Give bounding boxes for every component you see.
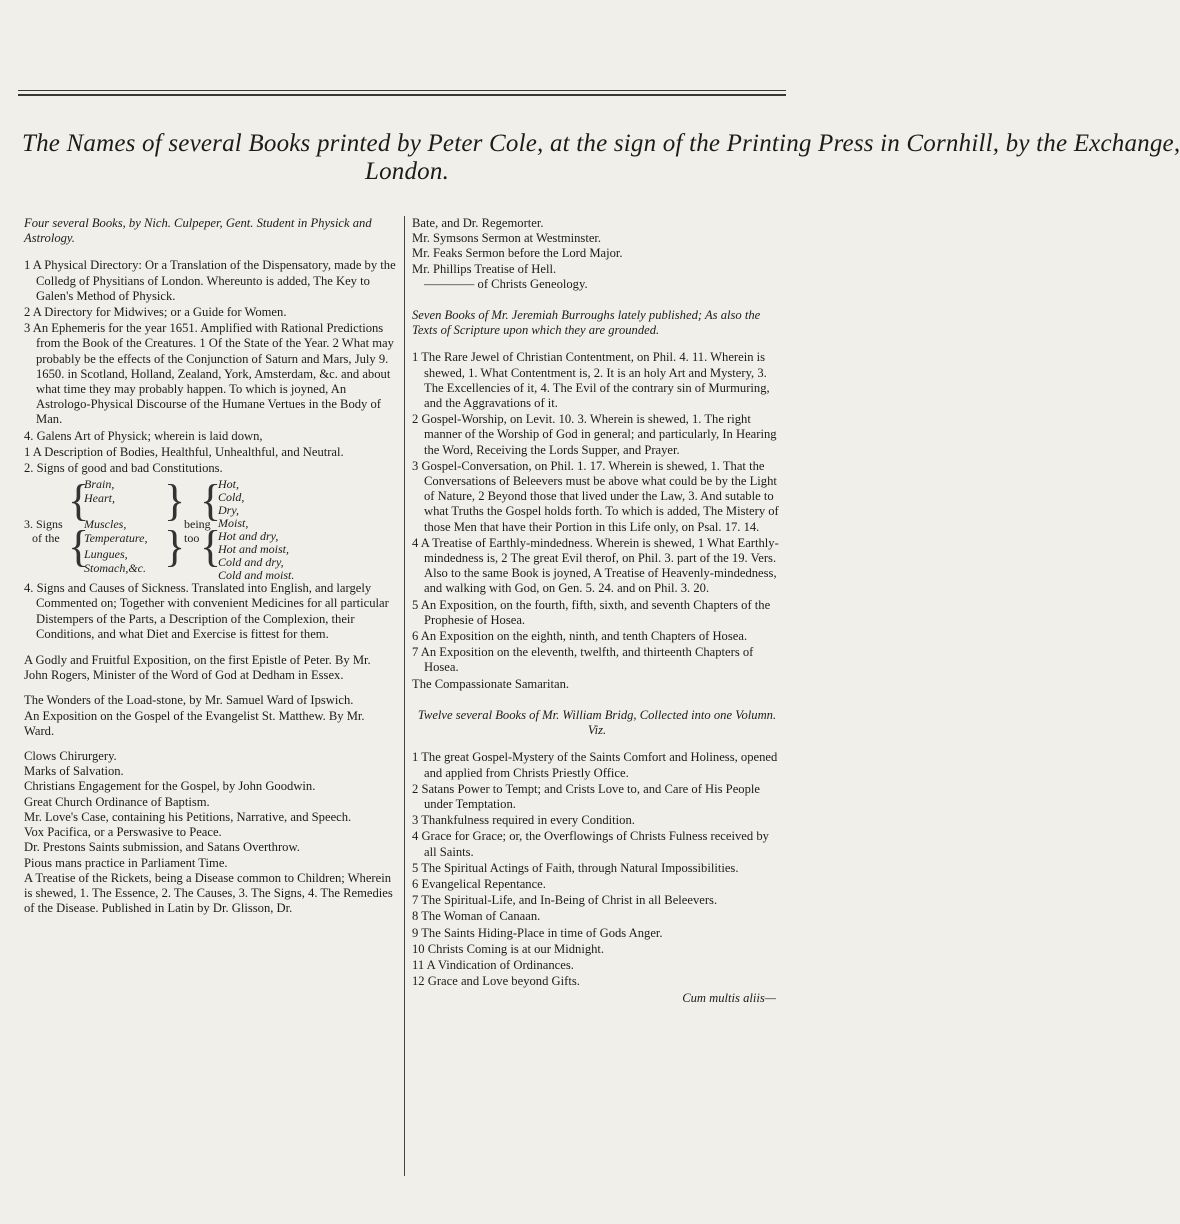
signs-quality: Moist, — [218, 516, 249, 531]
signs-part: Muscles, — [84, 517, 127, 532]
list-item: ———— of Christs Geneology. — [424, 276, 588, 291]
right-column — [412, 216, 782, 1007]
signs-part: Lungues, — [84, 547, 128, 562]
loadstone-entry: The Wonders of the Load-stone, by Mr. Samuel Ward of Ipswich. — [24, 693, 354, 708]
list-item: Bate, and Dr. Regemorter. — [412, 216, 544, 230]
signs-part: Temperature, — [84, 531, 148, 546]
right-brace: } — [164, 476, 186, 526]
book-entry: 2 Satans Power to Tempt; and Crists Love to, and Care of His People under Temptation. — [412, 781, 760, 811]
catchword: Cum multis aliis— — [682, 991, 776, 1006]
title-line-1: The Names of several Books printed by Peter Cole, at the sign of the Printing Press in Cornhill, by the Exchange, — [22, 130, 1180, 157]
book-entry: 7 The Spiritual-Life, and In-Being of Christ in all Beleevers. — [412, 893, 718, 908]
signs-quality: Cold, — [218, 490, 245, 505]
signs-quality: Cold and dry, — [218, 555, 284, 570]
book-entry: 6 Evangelical Repentance. — [412, 876, 546, 891]
list-item: Marks of Salvation. — [24, 764, 124, 779]
title-line-2: London. — [364, 157, 450, 185]
signs-being: being — [184, 517, 211, 532]
book-entry: 5 The Spiritual Actings of Faith, through Natural Impossibilities. — [412, 860, 739, 875]
signs-quality: Hot and dry, — [218, 529, 279, 544]
list-item: Christians Engagement for the Gospel, by John Goodwin. — [24, 779, 316, 794]
book-entry: 8 The Woman of Canaan. — [412, 909, 541, 924]
book-subentry: 1 A Description of Bodies, Healthful, Unhealthful, and Neutral. — [24, 444, 344, 459]
top-double-rule — [18, 94, 786, 96]
signs-part: Brain, — [84, 477, 115, 492]
signs-too: too — [184, 531, 200, 546]
signs-quality: Hot, — [218, 477, 239, 492]
book-subentry: 4. Signs and Causes of Sickness. Translated into English, and largely Commented on; Together with convenient Medicines for all particular Distempers of the Parts, a Description of the Complexion, their Conditions, and what Diet and Exercise is fittest for them. — [24, 581, 389, 641]
matthew-entry: An Exposition on the Gospel of the Evangelist St. Matthew. By Mr. Ward. — [24, 708, 365, 738]
book-subentry: 2. Signs of good and bad Constitutions. — [24, 461, 223, 476]
quality-brace: { — [200, 476, 222, 526]
book-entry: 4. Galens Art of Physick; wherein is laid down, — [24, 428, 263, 443]
list-item: Dr. Prestons Saints submission, and Satans Overthrow. — [24, 840, 300, 855]
signs-quality: Hot and moist, — [218, 542, 290, 557]
list-item: Vox Pacifica, or a Perswasive to Peace. — [24, 825, 222, 840]
book-entry: 1 The Rare Jewel of Christian Contentment, on Phil. 4. 11. Wherein is shewed, 1. What Contentment is, 2. It is an holy Art and Mystery, 3. The Excellencies of it, 4. The Evil of the contrary sin of Murmuring, and the Aggravations of it. — [412, 350, 770, 411]
book-entry: 5 An Exposition, on the fourth, fifth, sixth, and seventh Chapters of the Prophesie of Hosea. — [412, 597, 771, 627]
list-item: Great Church Ordinance of Baptism. — [24, 794, 210, 809]
column-divider — [404, 216, 405, 1176]
book-entry: 3 Thankfulness required in every Condition. — [412, 813, 635, 828]
book-entry: 1 The great Gospel-Mystery of the Saints Comfort and Holiness, opened and applied from Christs Priestly Office. — [412, 750, 778, 780]
bridg-heading: Twelve several Books of Mr. William Bridg, Collected into one Volumn. Viz. — [417, 707, 777, 738]
book-entry: 2 Gospel-Worship, on Levit. 10. 3. Wherein is shewed, 1. The right manner of the Worship of God in general; and particularly, In Hearing the Word, Receiving the Lords Supper, and Prayer. — [412, 412, 777, 457]
left-brace: { — [68, 476, 90, 526]
signs-table — [24, 477, 396, 581]
top-rule — [18, 90, 786, 91]
list-item: Pious mans practice in Parliament Time. — [24, 855, 228, 870]
samaritan-entry: The Compassionate Samaritan. — [412, 676, 570, 691]
left-column — [24, 216, 396, 916]
book-entry: 11 A Vindication of Ordinances. — [412, 957, 574, 972]
book-entry: 4 A Treatise of Earthly-mindedness. Wherein is shewed, 1 What Earthly-mindedness is, 2 The great Evil therof, on Phil. 3. part of the 19. Vers. Also to the same Book is joyned, A Treatise of Heavenly-mindedness, and walking with God, on Gen. 5. 24. and on Phil. 3. 20. — [412, 535, 779, 596]
list-item: Mr. Feaks Sermon before the Lord Major. — [412, 246, 623, 261]
list-item: A Treatise of the Rickets, being a Disease common to Children; Wherein is shewed, 1. The Essence, 2. The Causes, 3. The Signs, 4. The Remedies of the Disease. Published in Latin by Dr. Glisson, Dr. — [24, 870, 393, 916]
signs-part: Heart, — [84, 491, 115, 506]
book-entry: 3 Gospel-Conversation, on Phil. 1. 17. Wherein is shewed, 1. That the Conversations of Beleevers must be above what could be by the Light of Nature, 2 Beyond those that lived under the Law, 3. And sutable to what Truths the Gospel holds forth. To which is added, The Mistery of those Men that have their Portion in this Life only, on Psal. 17. 14. — [412, 458, 779, 534]
quality-brace: { — [200, 522, 222, 572]
book-entry: 4 Grace for Grace; or, the Overflowings of Christs Fulness received by all Saints. — [412, 829, 769, 859]
signs-part: Stomach,&c. — [84, 561, 146, 576]
book-entry: 12 Grace and Love beyond Gifts. — [412, 974, 580, 989]
signs-label: 3. Signs — [24, 517, 63, 532]
left-brace: { — [68, 522, 90, 572]
book-entry: 1 A Physical Directory: Or a Translation of the Dispensatory, made by the Colledg of Physitians of London. Whereunto is added, The Key to Galen's Method of Physick. — [24, 258, 396, 303]
list-item: Mr. Love's Case, containing his Petitions, Narrative, and Speech. — [24, 809, 352, 824]
culpeper-heading: Four several Books, by Nich. Culpeper, Gent. Student in Physick and Astrology. — [24, 216, 372, 246]
book-entry: 3 An Ephemeris for the year 1651. Amplified with Rational Predictions from the Book of the Creatures. 1 Of the State of the Year. 2 What may probably be the effects of the Conjunction of Saturn and Mars, July 9. 1650. in Scotland, Holland, Zealand, York, Amsterdam, &c. and about what time they may probably happen. To which is joyned, An Astrologo-Physical Discourse of the Humane Vertues in the Body of Man. — [24, 321, 394, 427]
list-item: Mr. Phillips Treatise of Hell. — [412, 261, 557, 276]
signs-of-the: of the — [32, 531, 60, 546]
book-entry: 7 An Exposition on the eleventh, twelfth, and thirteenth Chapters of Hosea. — [412, 645, 754, 675]
right-brace: } — [164, 522, 186, 572]
rogers-entry: A Godly and Fruitful Exposition, on the first Epistle of Peter. By Mr. John Rogers, Minister of the Word of God at Dedham in Essex. — [24, 653, 371, 683]
book-entry: 2 A Directory for Midwives; or a Guide for Women. — [24, 305, 287, 320]
book-entry: 9 The Saints Hiding-Place in time of Gods Anger. — [412, 925, 663, 940]
book-entry: 10 Christs Coming is at our Midnight. — [412, 941, 605, 956]
signs-quality: Dry, — [218, 503, 239, 518]
book-entry: 6 An Exposition on the eighth, ninth, and tenth Chapters of Hosea. — [412, 629, 748, 644]
page-title — [22, 130, 1180, 185]
list-item: Mr. Symsons Sermon at Westminster. — [412, 231, 602, 246]
list-item: Clows Chirurgery. — [24, 749, 117, 764]
signs-quality: Cold and moist. — [218, 568, 295, 583]
burroughs-heading: Seven Books of Mr. Jeremiah Burroughs lately published; As also the Texts of Scripture upon which they are grounded. — [412, 308, 761, 338]
